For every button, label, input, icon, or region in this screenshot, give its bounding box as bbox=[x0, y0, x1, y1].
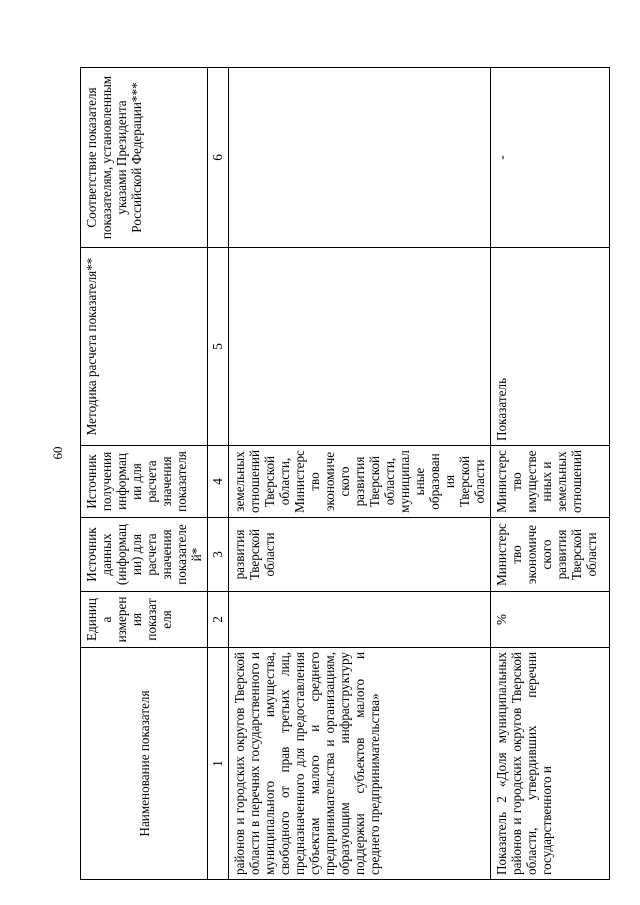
column-number: 5 bbox=[208, 248, 229, 446]
header-unit: Единица измерения показателя bbox=[81, 592, 208, 648]
column-number: 2 bbox=[208, 592, 229, 648]
data-source-cell: развития Тверской области bbox=[229, 518, 491, 592]
unit-cell bbox=[229, 592, 491, 648]
column-numbers-row bbox=[208, 68, 229, 880]
table-row bbox=[491, 68, 610, 880]
column-number: 3 bbox=[208, 518, 229, 592]
header-calculation-method: Методика расчета показателя** bbox=[81, 248, 208, 446]
column-number: 1 bbox=[208, 648, 229, 880]
data-source-cell: Министерство экономического развития Тверской области bbox=[491, 518, 610, 592]
unit-cell: % bbox=[491, 592, 610, 648]
compliance-cell: - bbox=[491, 68, 610, 248]
header-data-source: Источник данных (информации) для расчета значения показателей* bbox=[81, 518, 208, 592]
indicator-name-cell: районов и городских округов Тверской области в перечнях государственного и муниципального имущества, свободного от прав третьих лиц, предназначенного для предоставления субъектам малого и среднего предпринимательства и организациям, образующим инфраструктуру поддержки субъектов малого и среднего предпринимательства» bbox=[229, 648, 491, 880]
compliance-cell bbox=[229, 68, 491, 248]
rotated-table-container bbox=[80, 68, 610, 880]
page-number: 60 bbox=[50, 446, 65, 460]
header-info-source: Источник получения информации для расчета значения показателя bbox=[81, 446, 208, 518]
info-source-cell: Министерство имущественных и земельных отношений bbox=[491, 446, 610, 518]
info-source-cell: земельных отношений Тверской области, Министерство экономического развития Тверской области, муниципальные образования Тверской области bbox=[229, 446, 491, 518]
header-presidential-compliance: Соответствие показателя показателям, установленным указами Президента Российской Федерации*** bbox=[81, 68, 208, 248]
method-cell: Показатель bbox=[491, 248, 610, 446]
indicators-table bbox=[80, 67, 610, 880]
table-row bbox=[229, 68, 491, 880]
column-number: 6 bbox=[208, 68, 229, 248]
header-indicator-name: Наименование показателя bbox=[81, 648, 208, 880]
method-cell bbox=[229, 248, 491, 446]
column-number: 4 bbox=[208, 446, 229, 518]
header-row bbox=[81, 68, 208, 880]
indicator-name-cell: Показатель 2 «Доля муниципальных районов и городских округов Тверской области, утвердивших перечни государственного и bbox=[491, 648, 610, 880]
